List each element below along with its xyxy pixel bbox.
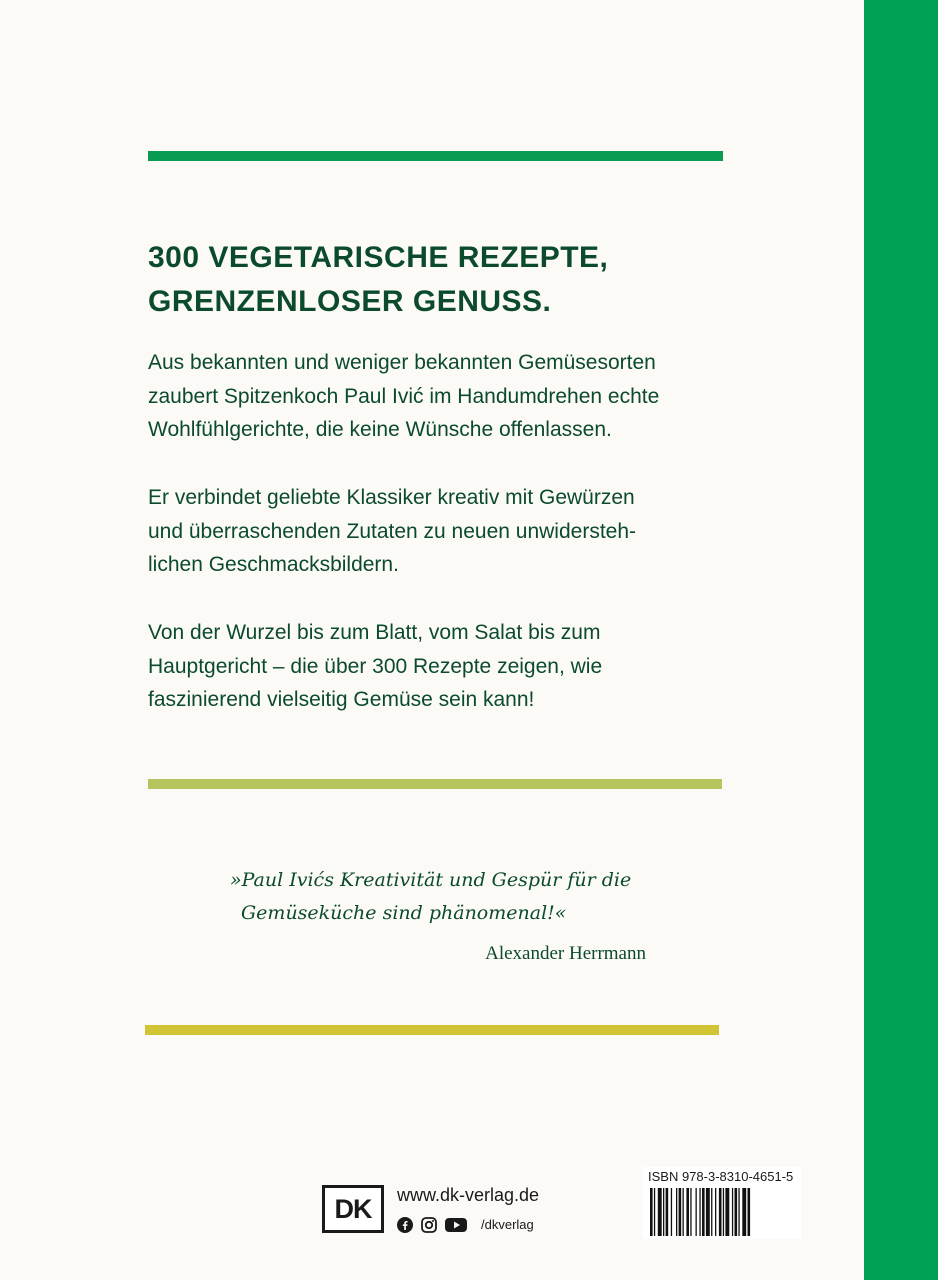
dk-logo: DK (322, 1185, 384, 1233)
barcode-stripe (706, 1188, 710, 1236)
top-divider-bar (148, 151, 723, 161)
barcode-stripe (735, 1188, 738, 1236)
barcode-stripe (696, 1188, 697, 1236)
paragraph-2-line: Er verbindet geliebte Klassiker kreativ mit Gewürzen (148, 486, 635, 509)
facebook-icon[interactable] (397, 1217, 413, 1233)
paragraph-1 (148, 346, 848, 447)
quote-author: Alexander Herrmann (485, 943, 646, 964)
middle-divider-bar (148, 779, 722, 789)
social-links (397, 1215, 534, 1235)
barcode-stripe (715, 1188, 716, 1236)
paragraph-1-line: Wohlfühlgerichte, die keine Wünsche offenlassen. (148, 418, 612, 441)
book-spine-stripe (864, 0, 938, 1280)
paragraph-1-line: zaubert Spitzenkoch Paul Ivić im Handumdrehen echte (148, 384, 660, 408)
barcode-stripe (671, 1188, 672, 1236)
barcode-stripe (702, 1188, 705, 1236)
barcode-stripe (742, 1188, 746, 1236)
barcode-stripe (650, 1188, 653, 1236)
headline-line-1: 300 VEGETARISCHE REZEPTE, (148, 241, 609, 274)
barcode-stripe (666, 1188, 669, 1236)
barcode-stripe (748, 1188, 751, 1236)
isbn-barcode-box (643, 1167, 801, 1239)
barcode-stripe (658, 1188, 662, 1236)
paragraph-3-line: Hauptgericht – die über 300 Rezepte zeigen, wie (148, 654, 603, 678)
paragraph-2-line: und überraschenden Zutaten zu neuen unwidersteh- (148, 519, 637, 543)
barcode-stripe (723, 1188, 724, 1236)
paragraph-2 (148, 481, 848, 582)
paragraph-1-line: Aus bekannten und weniger bekannten Gemüsesorten (148, 351, 656, 374)
barcode-stripe (676, 1188, 677, 1236)
paragraph-2-line: lichen Geschmacksbildern. (148, 553, 399, 576)
social-handle[interactable]: /dkverlag (481, 1217, 534, 1232)
paragraph-3 (148, 616, 848, 717)
barcode-stripe (663, 1188, 664, 1236)
barcode-stripe (686, 1188, 689, 1236)
barcode-stripe (690, 1188, 691, 1236)
barcode-stripe (732, 1188, 733, 1236)
paragraph-3-line: faszinierend vielseitig Gemüse sein kann! (148, 688, 535, 711)
barcode-stripe (679, 1188, 682, 1236)
lower-divider-bar (145, 1025, 719, 1035)
quote-line-1: »Paul Ivićs Kreativität und Gespür für die (230, 869, 632, 891)
barcode-stripe (725, 1188, 729, 1236)
quote-line-2: Gemüseküche sind phänomenal!« (241, 902, 567, 924)
instagram-icon[interactable] (421, 1217, 437, 1233)
barcode-stripe (699, 1188, 700, 1236)
paragraph-3-line: Von der Wurzel bis zum Blatt, vom Salat bis zum (148, 621, 601, 644)
barcode-stripe (683, 1188, 684, 1236)
barcode-stripe (654, 1188, 655, 1236)
barcode-stripe (711, 1188, 712, 1236)
headline-line-2: GRENZENLOSER GENUSS. (148, 285, 552, 318)
barcode-stripe (738, 1188, 739, 1236)
publisher-url[interactable]: www.dk-verlag.de (397, 1185, 540, 1205)
barcode (649, 1188, 795, 1236)
barcode-stripe (719, 1188, 722, 1236)
youtube-icon[interactable] (445, 1217, 467, 1233)
headline (148, 236, 848, 324)
testimonial-quote (230, 864, 710, 930)
isbn-number: ISBN 978-3-8310-4651-5 (648, 1169, 794, 1184)
